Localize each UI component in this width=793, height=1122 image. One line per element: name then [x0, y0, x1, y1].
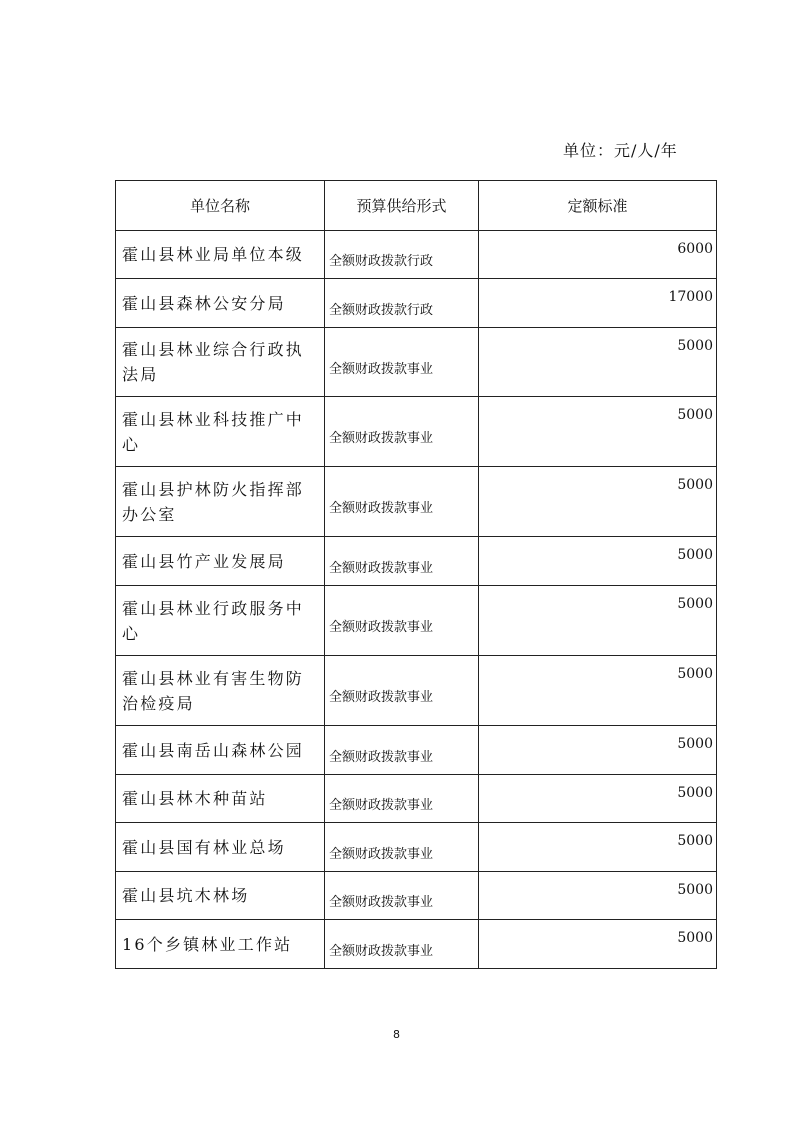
- cell-unit-name: 霍山县护林防火指挥部办公室: [116, 467, 325, 537]
- cell-budget-form: 全额财政拨款行政: [325, 231, 479, 279]
- cell-unit-name: 霍山县林业科技推广中心: [116, 397, 325, 467]
- cell-quota-standard: 5000: [479, 537, 717, 586]
- unit-note: 单位：元/人/年: [563, 141, 678, 160]
- cell-quota-standard: 5000: [479, 726, 717, 775]
- cell-unit-name: 霍山县林业局单位本级: [116, 231, 325, 279]
- cell-quota-standard: 5000: [479, 872, 717, 920]
- cell-budget-form: 全额财政拨款事业: [325, 586, 479, 656]
- cell-quota-standard: 5000: [479, 586, 717, 656]
- table-row: [116, 231, 717, 279]
- cell-unit-name: 霍山县林业行政服务中心: [116, 586, 325, 656]
- cell-quota-standard: 5000: [479, 397, 717, 467]
- cell-unit-name: 霍山县竹产业发展局: [116, 537, 325, 586]
- header-budget-form: 预算供给形式: [325, 181, 479, 231]
- table-row: [116, 872, 717, 920]
- cell-budget-form: 全额财政拨款事业: [325, 823, 479, 872]
- header-quota-standard: 定额标准: [479, 181, 717, 231]
- cell-quota-standard: 5000: [479, 467, 717, 537]
- cell-unit-name: 16个乡镇林业工作站: [116, 920, 325, 969]
- cell-quota-standard: 17000: [479, 279, 717, 328]
- table-row: [116, 397, 717, 467]
- cell-quota-standard: 5000: [479, 920, 717, 969]
- table-row: [116, 775, 717, 823]
- cell-unit-name: 霍山县森林公安分局: [116, 279, 325, 328]
- cell-budget-form: 全额财政拨款事业: [325, 920, 479, 969]
- cell-unit-name: 霍山县林业有害生物防治检疫局: [116, 656, 325, 726]
- cell-quota-standard: 5000: [479, 823, 717, 872]
- table-row: [116, 537, 717, 586]
- cell-unit-name: 霍山县林木种苗站: [116, 775, 325, 823]
- cell-quota-standard: 5000: [479, 656, 717, 726]
- cell-quota-standard: 6000: [479, 231, 717, 279]
- table-header-row: [116, 181, 717, 231]
- quota-table: [115, 180, 717, 969]
- table-row: [116, 328, 717, 397]
- cell-budget-form: 全额财政拨款事业: [325, 328, 479, 397]
- cell-quota-standard: 5000: [479, 775, 717, 823]
- cell-budget-form: 全额财政拨款事业: [325, 872, 479, 920]
- table-row: [116, 467, 717, 537]
- cell-budget-form: 全额财政拨款事业: [325, 467, 479, 537]
- header-unit-name: 单位名称: [116, 181, 325, 231]
- cell-budget-form: 全额财政拨款事业: [325, 397, 479, 467]
- cell-unit-name: 霍山县国有林业总场: [116, 823, 325, 872]
- cell-budget-form: 全额财政拨款事业: [325, 775, 479, 823]
- cell-unit-name: 霍山县坑木林场: [116, 872, 325, 920]
- cell-quota-standard: 5000: [479, 328, 717, 397]
- table-row: [116, 586, 717, 656]
- table-row: [116, 656, 717, 726]
- table-row: [116, 823, 717, 872]
- cell-budget-form: 全额财政拨款行政: [325, 279, 479, 328]
- cell-unit-name: 霍山县林业综合行政执法局: [116, 328, 325, 397]
- table-row: [116, 279, 717, 328]
- page-number: 8: [393, 1028, 400, 1041]
- cell-budget-form: 全额财政拨款事业: [325, 537, 479, 586]
- table-row: [116, 920, 717, 969]
- cell-budget-form: 全额财政拨款事业: [325, 656, 479, 726]
- table-row: [116, 726, 717, 775]
- cell-budget-form: 全额财政拨款事业: [325, 726, 479, 775]
- cell-unit-name: 霍山县南岳山森林公园: [116, 726, 325, 775]
